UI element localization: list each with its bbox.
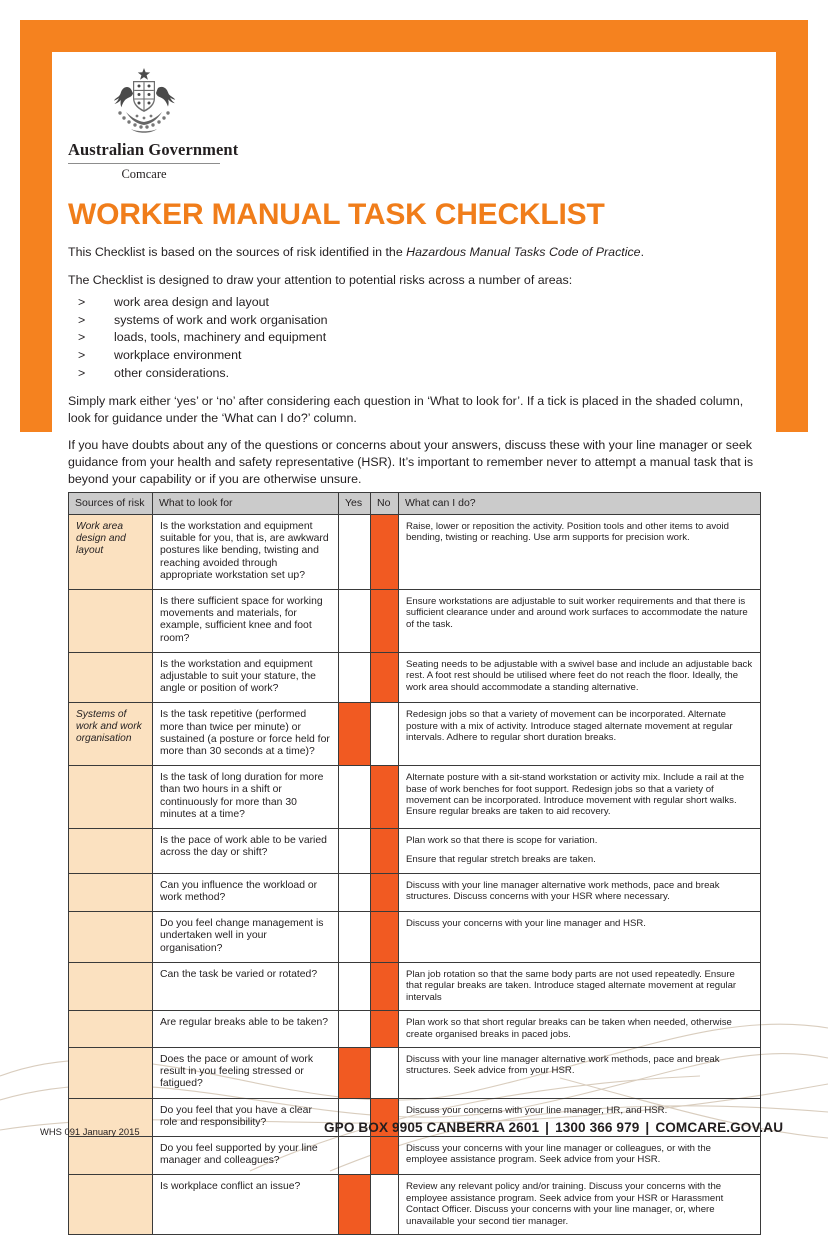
no-checkbox-cell[interactable] (371, 1047, 399, 1098)
list-item (68, 312, 760, 330)
footer-separator: | (645, 1120, 650, 1135)
what-to-look-for-cell: Is the pace of work able to be varied across the day or shift? (153, 829, 339, 874)
source-of-risk-cell (69, 1047, 153, 1098)
what-to-look-for-cell: Is the workstation and equipment suitable for you, that is, are awkward postures like bending, twisting and reaching avoided through appropriate workstation set up? (153, 515, 339, 590)
source-of-risk-cell (69, 1175, 153, 1235)
table-row (69, 1011, 761, 1048)
action-text: Discuss with your line manager alternative work methods, pace and break structures. Seek advice from your HSR. (406, 1053, 720, 1077)
what-to-look-for-cell: Is the task of long duration for more than two hours in a shift or continuously for more than 30 minutes at a time? (153, 766, 339, 829)
source-of-risk-cell (69, 873, 153, 911)
yes-checkbox-cell[interactable] (339, 829, 371, 874)
list-item (68, 294, 760, 312)
source-of-risk-cell (69, 590, 153, 653)
list-item-label: systems of work and work organisation (114, 312, 328, 327)
what-to-look-for-cell: Is the task repetitive (performed more than twice per minute) or sustained (a posture or force held for more than 30 seconds at a time)? (153, 703, 339, 766)
yes-checkbox-cell[interactable] (339, 1136, 371, 1174)
table-row (69, 766, 761, 829)
source-of-risk-cell (69, 912, 153, 963)
table-row (69, 515, 761, 590)
agency-name: Comcare (121, 167, 167, 181)
yes-checkbox-cell[interactable] (339, 1011, 371, 1048)
action-text: Raise, lower or reposition the activity. Position tools and other items to avoid bending, twisting or reaching. Use arm supports for precision work. (406, 521, 729, 544)
australian-coat-of-arms-icon (106, 66, 182, 138)
what-to-look-for-cell: Is there sufficient space for working movements and materials, for example, sufficient knee and foot room? (153, 590, 339, 653)
what-can-i-do-cell (399, 1011, 761, 1048)
no-checkbox-cell[interactable] (371, 703, 399, 766)
code-of-practice-title: Hazardous Manual Tasks Code of Practice (406, 245, 641, 259)
what-can-i-do-cell (399, 766, 761, 829)
source-of-risk-cell (69, 766, 153, 829)
intro-p1-after: . (640, 245, 645, 259)
no-checkbox-cell[interactable] (371, 962, 399, 1010)
action-text: Plan work so that there is scope for variation. (406, 835, 598, 847)
table-row (69, 873, 761, 911)
what-to-look-for-cell: Can the task be varied or rotated? (153, 962, 339, 1010)
yes-checkbox-cell[interactable] (339, 873, 371, 911)
bullet-marker-icon: > (78, 347, 86, 362)
what-can-i-do-cell (399, 1136, 761, 1174)
column-header-what-to-look-for: What to look for (153, 493, 339, 515)
what-to-look-for-cell: Do you feel change management is undertaken well in your organisation? (153, 912, 339, 963)
yes-checkbox-cell[interactable] (339, 515, 371, 590)
table-row (69, 1047, 761, 1098)
page-title: WORKER MANUAL TASK CHECKLIST (68, 198, 605, 231)
what-can-i-do-cell (399, 1175, 761, 1235)
action-text: Discuss your concerns with your line manager, HR, and HSR. (406, 1104, 668, 1116)
what-can-i-do-cell (399, 515, 761, 590)
intro-paragraph-4: If you have doubts about any of the questions or concerns about your answers, discuss these with your line manager or seek guidance from your health and safety representative (HSR). It’s important to remember never to attempt a manual task that is beyond your capability or if you are otherwise unsure. (68, 438, 754, 486)
what-to-look-for-cell: Can you influence the workload or work method? (153, 873, 339, 911)
bullet-marker-icon: > (78, 312, 86, 327)
action-text: Plan work so that short regular breaks can be taken when needed, otherwise create organised breaks in paced jobs. (406, 1017, 732, 1040)
source-of-risk-cell (69, 962, 153, 1010)
what-can-i-do-cell (399, 873, 761, 911)
bullet-marker-icon: > (78, 365, 86, 380)
action-text: Redesign jobs so that a variety of movement can be incorporated. Alternate posture with a mix of activity. Introduce staged alternate movement at regular intervals. Adhere to regular short duration breaks. (406, 709, 733, 744)
table-row (69, 1175, 761, 1235)
footer-contact (324, 1120, 783, 1135)
list-item (68, 329, 760, 347)
column-header-what-can-i-do: What can I do? (399, 493, 761, 515)
no-checkbox-cell[interactable] (371, 1136, 399, 1174)
footer-separator: | (545, 1120, 550, 1135)
source-of-risk-cell: Systems of work and work organisation (69, 703, 153, 766)
yes-checkbox-cell[interactable] (339, 703, 371, 766)
no-checkbox-cell[interactable] (371, 1175, 399, 1235)
source-of-risk-cell (69, 1136, 153, 1174)
what-to-look-for-cell: Is workplace conflict an issue? (153, 1175, 339, 1235)
no-checkbox-cell[interactable] (371, 515, 399, 590)
intro-p1-before: This Checklist is based on the sources of risk identified in the (68, 245, 407, 259)
table-row (69, 1136, 761, 1174)
logo-divider (68, 163, 220, 164)
intro-paragraph-1 (68, 244, 760, 261)
yes-checkbox-cell[interactable] (339, 1047, 371, 1098)
no-checkbox-cell[interactable] (371, 766, 399, 829)
list-item-label: loads, tools, machinery and equipment (114, 330, 327, 345)
what-can-i-do-cell (399, 703, 761, 766)
bullet-marker-icon: > (78, 330, 86, 345)
intro-paragraph-3: Simply mark either ‘yes’ or ‘no’ after considering each question in ‘What to look for’. If a tick is placed in the shaded column, look for guidance under the ‘What can I do?’ column. (68, 394, 744, 425)
what-to-look-for-cell: Does the pace or amount of work result in you feeling stressed or fatigued? (153, 1047, 339, 1098)
action-text: Ensure workstations are adjustable to suit worker requirements and that there is sufficient clearance under and around work surfaces to accommodate the nature of the task. (406, 596, 748, 630)
bullet-marker-icon: > (78, 295, 86, 310)
source-of-risk-cell (69, 652, 153, 703)
yes-checkbox-cell[interactable] (339, 590, 371, 653)
yes-checkbox-cell[interactable] (339, 766, 371, 829)
risk-areas-list (68, 294, 760, 382)
yes-checkbox-cell[interactable] (339, 912, 371, 963)
table-row (69, 912, 761, 963)
list-item-label: workplace environment (114, 347, 242, 362)
no-checkbox-cell[interactable] (371, 1011, 399, 1048)
no-checkbox-cell[interactable] (371, 590, 399, 653)
yes-checkbox-cell[interactable] (339, 652, 371, 703)
action-text: Review any relevant policy and/or training. Discuss your concerns with the employee assistance program. Seek advice from your HSR or Harassment Contact Officer. Discuss your concerns with your line manager, or, where unavailable your second tier manager. (406, 1181, 724, 1227)
list-item-label: work area design and layout (114, 295, 269, 310)
what-can-i-do-cell (399, 829, 761, 874)
table-header-row (69, 493, 761, 515)
action-text: Alternate posture with a sit-stand workstation or activity mix. Include a rail at the base of work benches for foot support. Redesign jobs so that a variety of movement can be incorporated. Introduce movement with regular short walks. Ensure regular breaks are taken to aid recovery. (406, 772, 745, 818)
what-to-look-for-cell: Are regular breaks able to be taken? (153, 1011, 339, 1048)
action-text: Seating needs to be adjustable with a swivel base and include an adjustable back rest. A foot rest should be utilised where feet do not reach the floor. Ideally, the work area should accommodate a standing alternative. (406, 658, 753, 693)
source-of-risk-cell: Work area design and layout (69, 515, 153, 590)
table-row (69, 962, 761, 1010)
government-wordmark: Australian Government (68, 140, 239, 159)
footer-address: GPO BOX 9905 CANBERRA 2601 (324, 1120, 540, 1135)
source-of-risk-cell (69, 829, 153, 874)
list-item (68, 347, 760, 365)
no-checkbox-cell[interactable] (371, 873, 399, 911)
what-can-i-do-cell (399, 962, 761, 1010)
intro-section (68, 244, 760, 487)
action-text: Discuss your concerns with your line manager and HSR. (406, 918, 646, 930)
source-of-risk-cell (69, 1011, 153, 1048)
column-header-no: No (371, 493, 399, 515)
column-header-sources: Sources of risk (69, 493, 153, 515)
action-text: Plan job rotation so that the same body parts are not used repeatedly. Ensure that regular breaks are taken. Introduce staged alternate movement at regular intervals (406, 968, 737, 1003)
list-item-label: other considerations. (114, 365, 230, 380)
what-can-i-do-cell (399, 590, 761, 653)
what-can-i-do-cell (399, 912, 761, 963)
yes-checkbox-cell[interactable] (339, 962, 371, 1010)
what-can-i-do-cell (399, 652, 761, 703)
logo-block (68, 66, 308, 182)
table-row (69, 652, 761, 703)
what-to-look-for-cell: Do you feel supported by your line manager and colleagues? (153, 1136, 339, 1174)
no-checkbox-cell[interactable] (371, 652, 399, 703)
intro-paragraph-2: The Checklist is designed to draw your attention to potential risks across a number of areas: (68, 272, 573, 287)
what-to-look-for-cell: Do you feel that you have a clear role and responsibility? (153, 1098, 339, 1136)
table-row (69, 829, 761, 874)
no-checkbox-cell[interactable] (371, 829, 399, 874)
document-code: WHS 091 January 2015 (40, 1126, 140, 1137)
yes-checkbox-cell[interactable] (339, 1175, 371, 1235)
table-row (69, 703, 761, 766)
list-item (68, 365, 760, 383)
action-text: Discuss your concerns with your line manager or colleagues, or with the employee assistance program. Seek advice from your HSR. (406, 1142, 712, 1166)
footer-phone: 1300 366 979 (555, 1120, 640, 1135)
table-row (69, 590, 761, 653)
no-checkbox-cell[interactable] (371, 912, 399, 963)
footer-website[interactable]: COMCARE.GOV.AU (655, 1120, 784, 1135)
action-text: Discuss with your line manager alternative work methods, pace and break structures. Discuss concerns with your HSR where necessary. (406, 879, 720, 903)
what-can-i-do-cell (399, 1047, 761, 1098)
what-to-look-for-cell: Is the workstation and equipment adjustable to suit your stature, the angle or position of work? (153, 652, 339, 703)
column-header-yes: Yes (339, 493, 371, 515)
action-text-secondary: Ensure that regular stretch breaks are taken. (406, 854, 596, 866)
